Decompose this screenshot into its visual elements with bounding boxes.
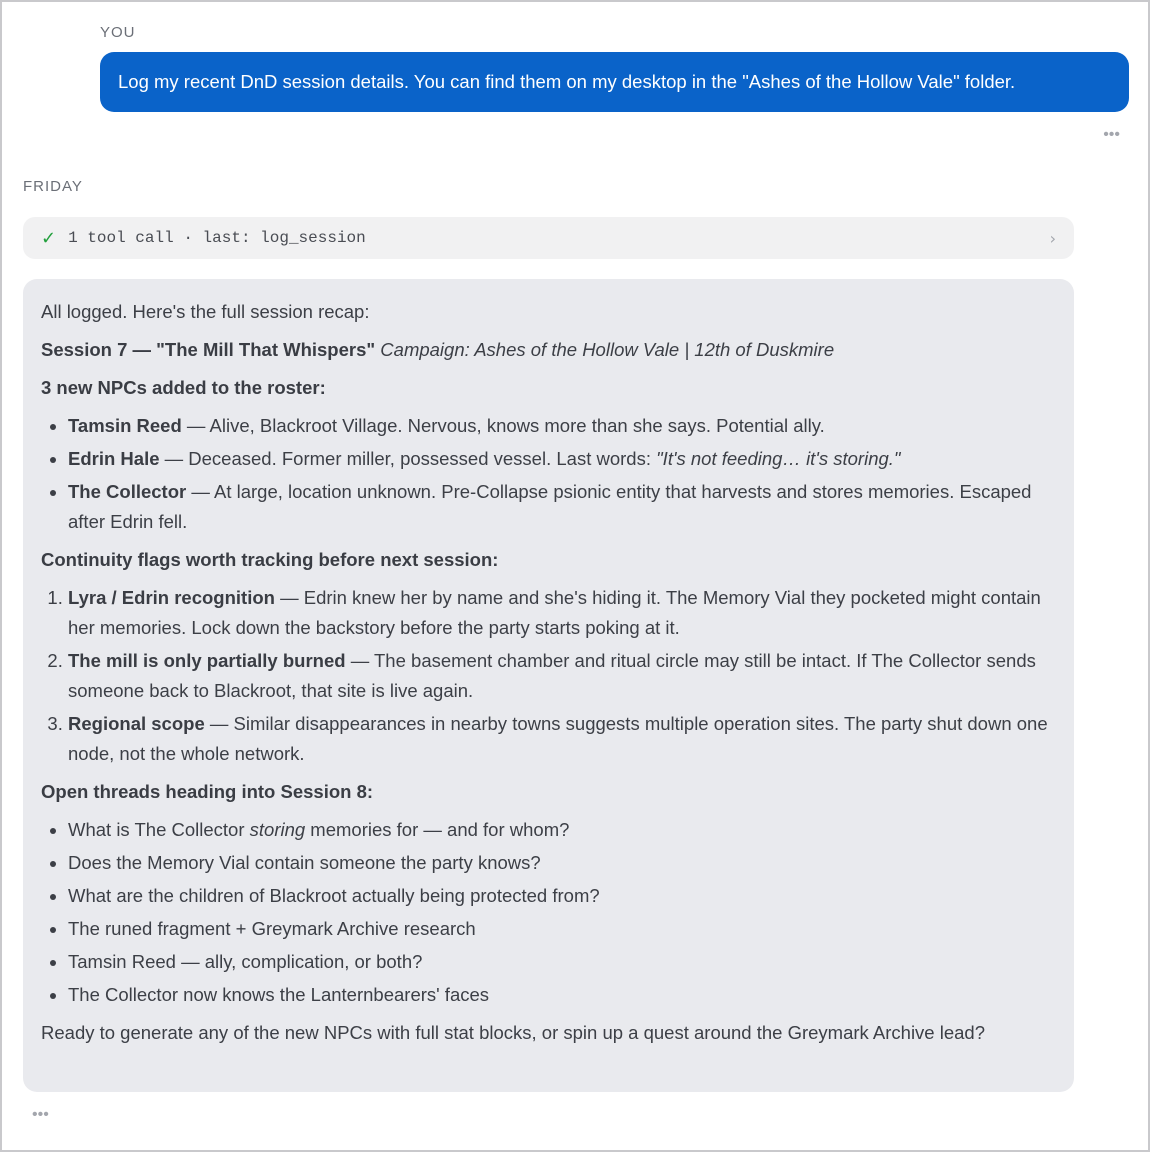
- flag-desc: — The basement chamber and ritual circle may still be intact. If The Collector sends someone back to Blackroot, that site is live again.: [68, 650, 1036, 701]
- assistant-role-label: FRIDAY: [23, 178, 83, 195]
- tool-call-last: last: log_session: [202, 229, 366, 247]
- flags-heading: [41, 545, 1056, 575]
- npc-desc: — At large, location unknown. Pre-Collapse psionic entity that harvests and stores memories. Escaped after Edrin fell.: [68, 481, 1032, 532]
- npc-desc: — Alive, Blackroot Village. Nervous, knows more than she says. Potential ally.: [181, 415, 825, 436]
- check-icon: ✓: [41, 227, 57, 249]
- list-item: [68, 709, 1056, 769]
- npc-name: Tamsin Reed: [68, 415, 182, 436]
- npc-name: Edrin Hale: [68, 448, 160, 469]
- list-item: [68, 646, 1056, 706]
- npc-heading-text: 3 new NPCs added to the roster:: [41, 377, 326, 398]
- npc-name: The Collector: [68, 481, 187, 502]
- npc-quote: "It's not feeding… it's storing.": [656, 448, 901, 469]
- closing-text: Ready to generate any of the new NPCs with full stat blocks, or spin up a quest around the Greymark Archive lead?: [41, 1022, 986, 1043]
- tool-call-count: 1 tool call: [68, 229, 174, 247]
- thread-text: memories for — and for whom?: [305, 819, 570, 840]
- list-item: [68, 815, 1056, 845]
- thread-emphasis: storing: [249, 819, 306, 840]
- assistant-message-bubble: [23, 279, 1074, 1092]
- user-message-bubble: Log my recent DnD session details. You can find them on my desktop in the "Ashes of the Hollow Vale" folder.: [100, 52, 1129, 112]
- flag-desc: — Edrin knew her by name and she's hiding it. The Memory Vial they pocketed might contain her memories. Lock down the backstory before the party starts poking at it.: [68, 587, 1041, 638]
- chevron-right-icon[interactable]: ›: [1049, 228, 1056, 248]
- npc-list: [41, 411, 1056, 537]
- list-item: • Tamsin Reed — ally, complication, or both?: [68, 947, 1056, 977]
- session-title: Session 7 — "The Mill That Whispers": [41, 339, 376, 360]
- flag-desc: — Similar disappearances in nearby towns suggests multiple operation sites. The party shut down one node, not the whole network.: [68, 713, 1048, 764]
- npc-desc: — Deceased. Former miller, possessed vessel. Last words:: [159, 448, 657, 469]
- threads-heading: [41, 777, 1056, 807]
- thread-text: What is The Collector: [68, 819, 250, 840]
- flag-title: The mill is only partially burned: [68, 650, 346, 671]
- list-item: • The Collector now knows the Lanternbearers' faces: [68, 980, 1056, 1010]
- flags-heading-text: Continuity flags worth tracking before next session:: [41, 549, 499, 570]
- more-horizontal-icon[interactable]: •••: [32, 1106, 49, 1123]
- flags-list: [41, 583, 1056, 769]
- list-item: [68, 411, 1056, 441]
- more-horizontal-icon[interactable]: •••: [1103, 126, 1120, 143]
- session-meta: Campaign: Ashes of the Hollow Vale | 12th of Duskmire: [380, 339, 835, 360]
- list-item: • What are the children of Blackroot actually being protected from?: [68, 881, 1056, 911]
- flag-title: Lyra / Edrin recognition: [68, 587, 275, 608]
- list-item: [68, 444, 1056, 474]
- list-item: • The runed fragment + Greymark Archive research: [68, 914, 1056, 944]
- flag-title: Regional scope: [68, 713, 205, 734]
- tool-call-separator: ·: [173, 229, 203, 247]
- list-item: • Does the Memory Vial contain someone the party knows?: [68, 848, 1056, 878]
- threads-list: [41, 815, 1056, 1010]
- threads-heading-text: Open threads heading into Session 8:: [41, 781, 374, 802]
- session-heading: [41, 335, 1056, 365]
- list-item: [68, 583, 1056, 643]
- list-item: [68, 477, 1056, 537]
- npc-heading: [41, 373, 1056, 403]
- tool-call-summary[interactable]: [23, 217, 1074, 259]
- user-role-label: YOU: [100, 24, 136, 41]
- intro-text: All logged. Here's the full session recap:: [41, 301, 370, 322]
